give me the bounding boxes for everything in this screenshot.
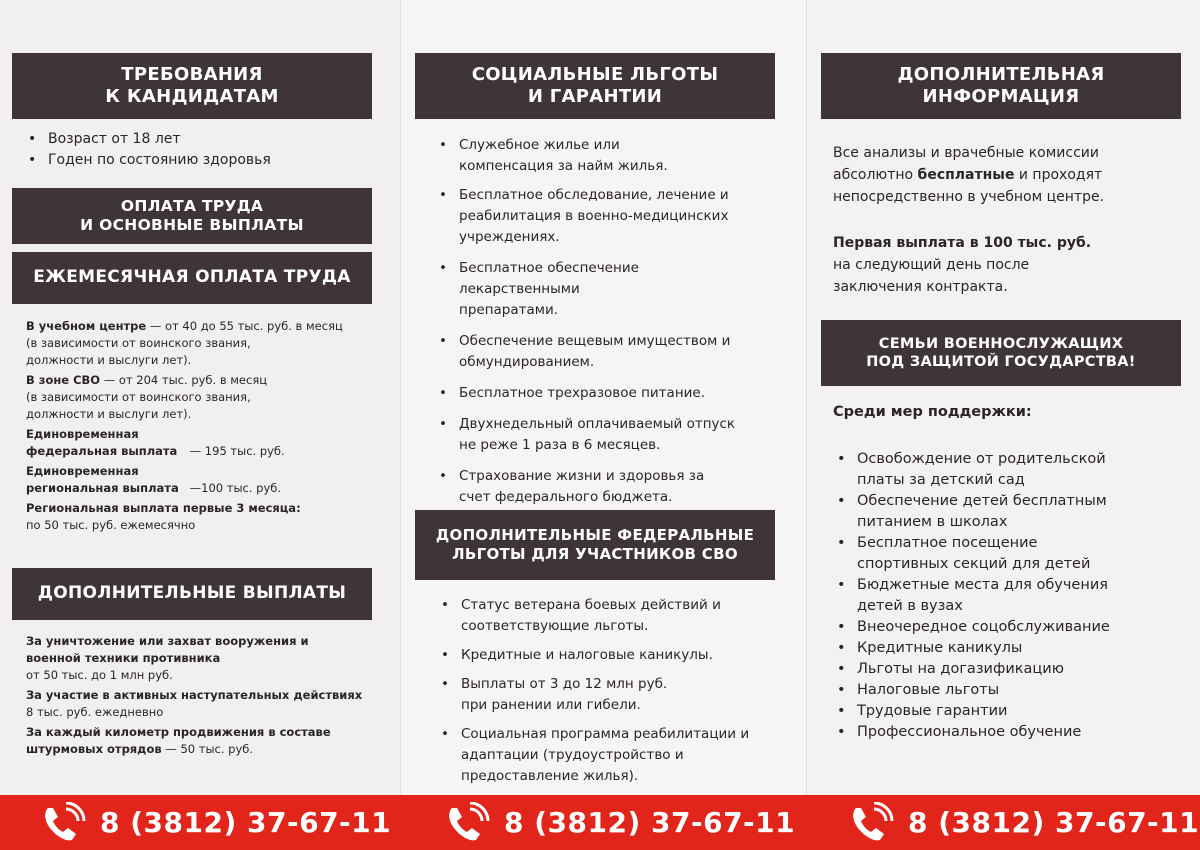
pay-item-regional [26,463,376,497]
panel-social-benefits [400,0,807,850]
extra-item-label: За участие в активных наступательных действиях [26,688,363,702]
support-measures-list [833,449,1183,743]
list-item: • Кредитные и налоговые каникулы. [437,645,787,666]
phone-icon [40,802,86,844]
info-paragraph-first-payment: Первая выплата в 100 тыс. руб. на следующий день после заключения контракта. [833,235,1092,295]
phone-number[interactable]: 8 (3812) 37-67-11 [100,806,392,839]
pay-item-note: (в зависимости от воинского звания, должности и выслуги лет). [26,390,251,421]
pay-item-label: Единовременная региональная выплата [26,464,179,495]
list-item: • Льготы на догазификацию [833,659,1183,680]
list-item: • Выплаты от 3 до 12 млн руб. при ранении или гибели. [437,674,787,716]
federal-benefits-header [415,510,775,580]
extra-item-note: — 50 тыс. руб. [161,742,254,756]
federal-benefits-list [437,595,787,787]
family-title-line1: СЕМЬИ ВОЕННОСЛУЖАЩИХ [878,335,1124,352]
pay-item-label: Региональная выплата первые 3 месяца: [26,501,301,515]
phone-contact-3[interactable] [848,795,1199,850]
extra-item-label: За уничтожение или захват вооружения и военной техники противника [26,634,309,665]
pay-item-svo [26,372,376,423]
list-item: • Страхование жизни и здоровья за счет федерального бюджета. [435,466,785,508]
list-item: • Обеспечение детей бесплатным питанием в школах [833,491,1183,533]
pay-item-note: по 50 тыс. руб. ежемесячно [26,518,196,532]
info-title-line2: ИНФОРМАЦИЯ [922,86,1080,107]
monthly-pay-title: ЕЖЕМЕСЯЧНАЯ ОПЛАТА ТРУДА [33,267,351,288]
pay-title-line2: И ОСНОВНЫЕ ВЫПЛАТЫ [80,216,304,234]
extra-item-note: от 50 тыс. до 1 млн руб. [26,668,173,682]
list-item: • Бюджетные места для обучения детей в вузах [833,575,1183,617]
list-item: • Внеочередное соцобслуживание [833,617,1183,638]
phone-icon [848,802,894,844]
extra-pay-title: ДОПОЛНИТЕЛЬНЫЕ ВЫПЛАТЫ [37,583,347,604]
list-item: • Статус ветерана боевых действий и соответствующие льготы. [437,595,787,637]
pay-item-label: В зоне СВО [26,373,101,387]
panel-additional-info [806,0,1200,850]
list-item: • Обеспечение вещевым имуществом и обмундированием. [435,331,785,373]
list-item: • Налоговые льготы [833,680,1183,701]
panel-requirements-pay [0,0,400,850]
info-paragraph-analyses: Все анализы и врачебные комиссии абсолютно бесплатные и проходят непосредственно в учебном центре. [833,145,1105,205]
federal-title-line2: ЛЬГОТЫ ДЛЯ УЧАСТНИКОВ СВО [452,545,738,563]
social-benefits-list [435,135,785,508]
list-item: • Социальная программа реабилитации и адаптации (трудоустройство и предоставление жилья). [437,724,787,787]
pay-item-training [26,318,376,369]
federal-title-line1: ДОПОЛНИТЕЛЬНЫЕ ФЕДЕРАЛЬНЫЕ [435,526,755,545]
monthly-pay-header [12,252,372,304]
extra-pay-details [26,633,371,761]
social-title-line2: И ГАРАНТИИ [527,86,663,107]
list-item: • Бесплатное трехразовое питание. [435,383,785,404]
pay-item-regional-monthly [26,500,376,534]
family-header [821,320,1181,386]
phone-number[interactable]: 8 (3812) 37-67-11 [908,806,1200,839]
social-title-line1: СОЦИАЛЬНЫЕ ЛЬГОТЫ [471,63,719,85]
list-item: • Освобождение от родительской платы за детский сад [833,449,1183,491]
requirements-header [12,53,372,119]
requirements-title-line2: К КАНДИДАТАМ [105,86,279,107]
list-item: • Возраст от 18 лет [24,129,374,150]
list-item: • Бесплатное посещение спортивных секций для детей [833,533,1183,575]
extra-pay-header [12,568,372,620]
list-item: • Служебное жилье или компенсация за найм жилья. [435,135,785,177]
phone-icon [444,802,490,844]
family-title-line2: ПОД ЗАЩИТОЙ ГОСУДАРСТВА! [866,354,1136,370]
list-item: • Бесплатное обеспечение лекарственными препаратами. [435,258,785,321]
phone-number[interactable]: 8 (3812) 37-67-11 [504,806,796,839]
pay-item-federal [26,426,376,460]
phone-contact-2[interactable] [444,795,795,850]
pay-item-note: (в зависимости от воинского звания, должности и выслуги лет). [26,336,251,367]
list-item: • Кредитные каникулы [833,638,1183,659]
list-item: • Трудовые гарантии [833,701,1183,722]
extra-item-destroy [26,633,371,684]
requirements-title-line1: ТРЕБОВАНИЯ [121,63,263,85]
social-header [415,53,775,119]
list-item: • Профессиональное обучение [833,722,1183,743]
extra-item-offensive [26,687,371,721]
pay-item-value: —100 тыс. руб. [186,481,282,495]
list-item: • Годен по состоянию здоровья [24,150,374,171]
extra-item-km [26,724,371,758]
extra-item-label: За каждый километр продвижения в составе штурмовых отрядов [26,725,331,756]
pay-item-label: В учебном центре [26,319,147,333]
extra-item-note: 8 тыс. руб. ежедневно [26,705,164,719]
pay-item-label: Единовременная федеральная выплата [26,427,178,458]
pay-item-value: — от 40 до 55 тыс. руб. в месяц [146,319,343,333]
pay-title-line1: ОПЛАТА ТРУДА [120,196,264,215]
info-header [821,53,1181,119]
list-item: • Бесплатное обследование, лечение и реабилитация в военно-медицинских учреждениях. [435,185,785,248]
support-heading: Среди мер поддержки: [833,404,1032,420]
pay-item-value: — от 204 тыс. руб. в месяц [100,373,268,387]
list-item: • Двухнедельный оплачиваемый отпуск не реже 1 раза в 6 месяцев. [435,414,785,456]
requirements-list [24,129,374,171]
info-title-line1: ДОПОЛНИТЕЛЬНАЯ [897,63,1105,85]
pay-header [12,188,372,244]
monthly-pay-details [26,318,376,537]
phone-contact-1[interactable] [40,795,391,850]
pay-item-value: — 195 тыс. руб. [186,444,285,458]
